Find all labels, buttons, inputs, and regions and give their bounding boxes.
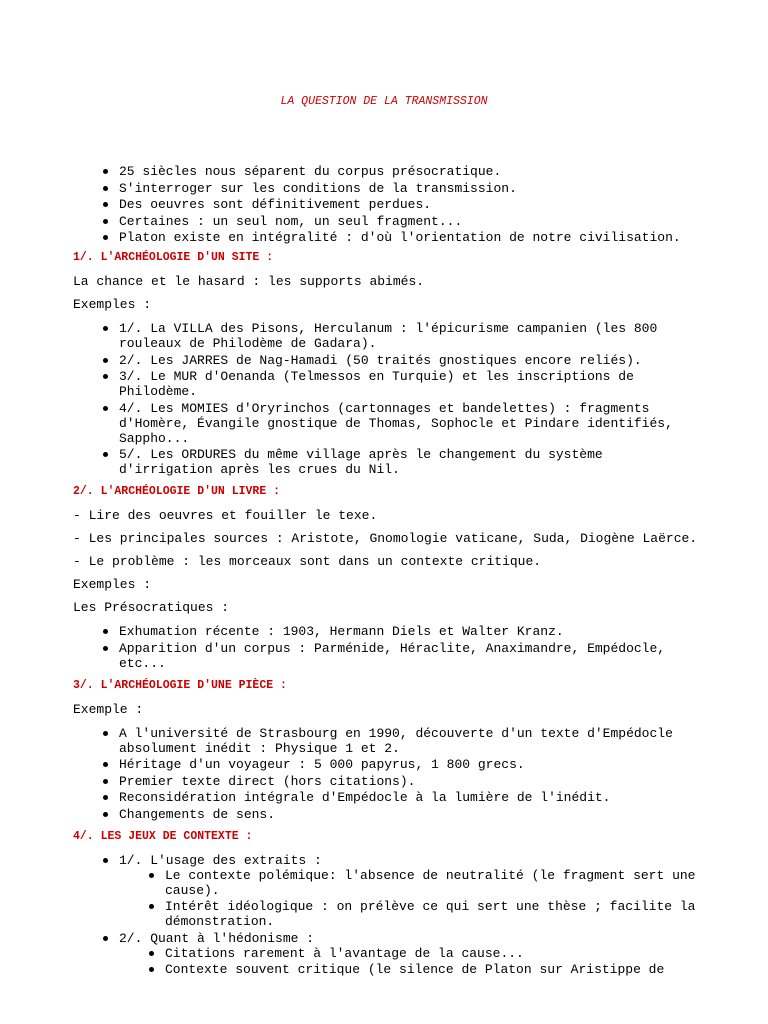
list-item bbox=[119, 853, 703, 930]
page-title: LA QUESTION DE LA TRANSMISSION bbox=[280, 95, 488, 108]
list-item: 4/. Les MOMIES d'Oryrinchos (cartonnages et bandelettes) : fragments d'Homère, Évangile gnostique de Thomas, Sophocle et Pindare identifiés, Sappho... bbox=[119, 401, 703, 446]
site-examples-list bbox=[73, 321, 703, 477]
section-heading-3: 3/. L'ARCHÉOLOGIE D'UNE PIÈCE : bbox=[73, 678, 287, 692]
section-heading-1: 1/. L'ARCHÉOLOGIE D'UN SITE : bbox=[73, 251, 274, 264]
list-item: Premier texte direct (hors citations). bbox=[119, 774, 703, 789]
list-item: Exhumation récente : 1903, Hermann Diels et Walter Kranz. bbox=[119, 624, 703, 639]
list-item: 5/. Les ORDURES du même village après le changement du système d'irrigation après les crues du Nil. bbox=[119, 447, 703, 477]
presocratic-list bbox=[73, 624, 703, 671]
sub-list-item: Le contexte polémique: l'absence de neutralité (le fragment sert une cause). bbox=[165, 868, 703, 898]
list-item: Certaines : un seul nom, un seul fragment... bbox=[119, 214, 703, 229]
paragraph: Exemples : bbox=[73, 577, 152, 592]
intro-list bbox=[73, 164, 703, 245]
paragraph: - Les principales sources : Aristote, Gnomologie vaticane, Suda, Diogène Laërce. bbox=[73, 531, 698, 546]
list-item: Des oeuvres sont définitivement perdues. bbox=[119, 197, 703, 212]
sub-list bbox=[119, 868, 703, 930]
list-item-text: 2/. Quant à l'hédonisme : bbox=[119, 930, 315, 946]
piece-examples-list bbox=[73, 726, 703, 822]
section-heading-4: 4/. LES JEUX DE CONTEXTE : bbox=[73, 829, 253, 843]
paragraph: - Lire des oeuvres et fouiller le texe. bbox=[73, 508, 378, 523]
list-item: Héritage d'un voyageur : 5 000 papyrus, 1 800 grecs. bbox=[119, 757, 703, 772]
list-item: Changements de sens. bbox=[119, 807, 703, 822]
list-item: A l'université de Strasbourg en 1990, découverte d'un texte d'Empédocle absolument inédit : Physique 1 et 2. bbox=[119, 726, 703, 756]
sub-list-item: Contexte souvent critique (le silence de Platon sur Aristippe de bbox=[165, 962, 703, 977]
list-item: 2/. Les JARRES de Nag-Hamadi (50 traités gnostiques encore reliés). bbox=[119, 353, 703, 368]
list-item: 1/. La VILLA des Pisons, Herculanum : l'épicurisme campanien (les 800 rouleaux de Philodème de Gadara). bbox=[119, 321, 703, 351]
paragraph: Les Présocratiques : bbox=[73, 600, 230, 615]
paragraph: Exemple : bbox=[73, 701, 144, 717]
list-item: 25 siècles nous séparent du corpus présocratique. bbox=[119, 164, 703, 179]
list-item: Apparition d'un corpus : Parménide, Héraclite, Anaximandre, Empédocle, etc... bbox=[119, 641, 703, 671]
list-item-text: 1/. L'usage des extraits : bbox=[119, 852, 322, 868]
document-body bbox=[73, 164, 703, 979]
sub-list bbox=[119, 946, 703, 978]
list-item: 3/. Le MUR d'Oenanda (Telmessos en Turquie) et les inscriptions de Philodème. bbox=[119, 369, 703, 399]
list-item bbox=[119, 931, 703, 978]
sub-list-item: Citations rarement à l'avantage de la cause... bbox=[165, 946, 703, 961]
sub-list-item: Intérêt idéologique : on prélève ce qui sert une thèse ; facilite la démonstration. bbox=[165, 899, 703, 929]
context-list bbox=[73, 853, 703, 978]
paragraph: La chance et le hasard : les supports abimés. bbox=[73, 274, 425, 289]
list-item: Reconsidération intégrale d'Empédocle à la lumière de l'inédit. bbox=[119, 790, 703, 805]
paragraph: Exemples : bbox=[73, 297, 152, 312]
paragraph: - Le problème : les morceaux sont dans un contexte critique. bbox=[73, 554, 542, 569]
list-item: Platon existe en intégralité : d'où l'orientation de notre civilisation. bbox=[119, 230, 703, 245]
list-item: S'interroger sur les conditions de la transmission. bbox=[119, 181, 703, 196]
section-heading-2: 2/. L'ARCHÉOLOGIE D'UN LIVRE : bbox=[73, 485, 281, 498]
